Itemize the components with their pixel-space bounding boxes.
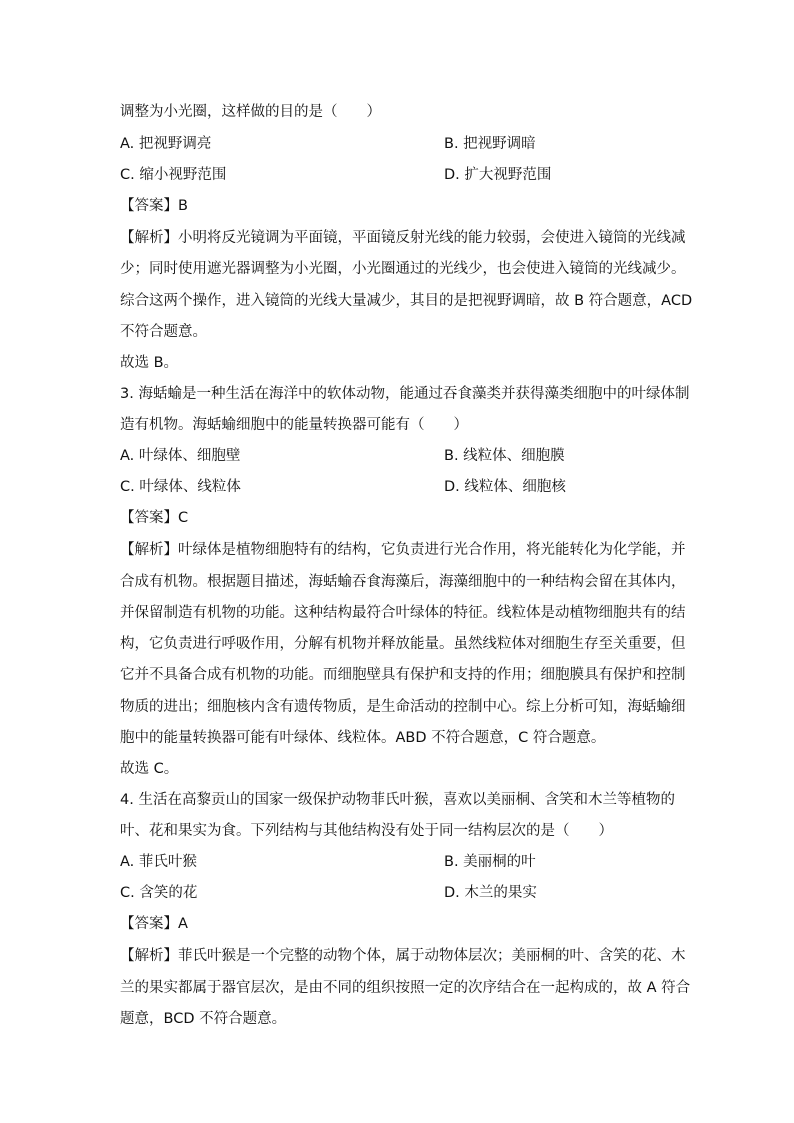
q3-analysis-text: 叶绿体是植物细胞特有的结构，它负责进行光合作用，将光能转化为化学能，并 [178,542,686,558]
q3-analysis-line-1 [120,540,686,560]
q4-answer [120,914,188,934]
q4-stem-line-1: 4. 生活在高黎贡山的国家一级保护动物菲氏叶猴，喜欢以美丽桐、含笑和木兰等植物的 [120,792,675,808]
q3-option-b: B. 线粒体、细胞膜 [444,448,565,464]
q3-analysis-line-7: 胞中的能量转换器可能有叶绿体、线粒体。ABD 不符合题意，C 符合题意。 [120,730,606,746]
q3-stem-line-1: 3. 海蛞蝓是一种生活在海洋中的软体动物，能通过吞食藻类并获得藻类细胞中的叶绿体制 [120,386,690,402]
q4-analysis-line-2: 兰的果实都属于器官层次，是由不同的组织按照一定的次序结合在一起构成的，故 A 符合 [120,980,691,996]
q2-analysis-line-1 [120,228,686,248]
q3-analysis-line-5: 它并不具备合成有机物的功能。而细胞壁具有保护和支持的作用；细胞膜具有保护和控制 [120,667,686,683]
q3-analysis-line-3: 并保留制造有机物的功能。这种结构最符合叶绿体的特征。线粒体是动植物细胞共有的结 [120,605,686,621]
q2-option-c: C. 缩小视野范围 [120,167,227,183]
q2-analysis-line-4: 不符合题意。 [120,324,207,340]
q2-option-d: D. 扩大视野范围 [444,167,552,183]
q4-analysis-line-1 [120,946,686,966]
q3-conclusion: 故选 C。 [120,761,179,777]
q3-analysis-line-2: 合成有机物。根据题目描述，海蛞蝓吞食海藻后，海藻细胞中的一种结构会留在其体内， [120,574,686,590]
q4-option-a: A. 菲氏叶猴 [120,854,197,870]
q2-conclusion: 故选 B。 [120,355,179,371]
q3-stem-line-2: 造有机物。海蛞蝓细胞中的能量转换器可能有（ ） [120,417,468,433]
q2-answer [120,196,188,216]
q3-analysis-tag: 【解析】 [120,542,178,558]
q3-answer [120,508,188,528]
q4-analysis-text: 菲氏叶猴是一个完整的动物个体，属于动物体层次；美丽桐的叶、含笑的花、木 [178,948,686,964]
q4-option-d: D. 木兰的果实 [444,885,537,901]
q2-analysis-line-3: 综合这两个操作，进入镜筒的光线大量减少，其目的是把视野调暗，故 B 符合题意，ACD [120,293,693,309]
q2-option-b: B. 把视野调暗 [444,136,536,152]
q3-answer-tag: 【答案】 [120,510,178,526]
q2-analysis-line-2: 少；同时使用遮光器调整为小光圈，小光圈通过的光线少，也会使进入镜筒的光线减少。 [120,261,686,277]
q2-analysis-tag: 【解析】 [120,230,178,246]
q2-answer-tag: 【答案】 [120,198,178,214]
q2-analysis-text: 小明将反光镜调为平面镜，平面镜反射光线的能力较弱，会使进入镜筒的光线减 [178,230,686,246]
q3-answer-value: C [178,510,189,526]
q4-stem-line-2: 叶、花和果实为食。下列结构与其他结构没有处于同一结构层次的是（ ） [120,823,613,839]
q4-answer-tag: 【答案】 [120,916,178,932]
q4-answer-value: A [178,916,188,932]
q4-analysis-line-3: 题意，BCD 不符合题意。 [120,1011,287,1027]
q3-option-d: D. 线粒体、细胞核 [444,479,566,495]
q2-answer-value: B [178,198,188,214]
q3-option-c: C. 叶绿体、线粒体 [120,479,241,495]
q3-analysis-line-6: 物质的进出；细胞核内含有遗传物质，是生命活动的控制中心。综上分析可知，海蛞蝓细 [120,699,686,715]
q4-analysis-tag: 【解析】 [120,948,178,964]
q2-option-a: A. 把视野调亮 [120,136,212,152]
q2-stem: 调整为小光圈，这样做的目的是（ ） [120,104,381,120]
q3-analysis-line-4: 构，它负责进行呼吸作用，分解有机物并释放能量。虽然线粒体对细胞生存至关重要，但 [120,636,686,652]
q4-option-b: B. 美丽桐的叶 [444,854,536,870]
q3-option-a: A. 叶绿体、细胞壁 [120,448,241,464]
q4-option-c: C. 含笑的花 [120,885,198,901]
